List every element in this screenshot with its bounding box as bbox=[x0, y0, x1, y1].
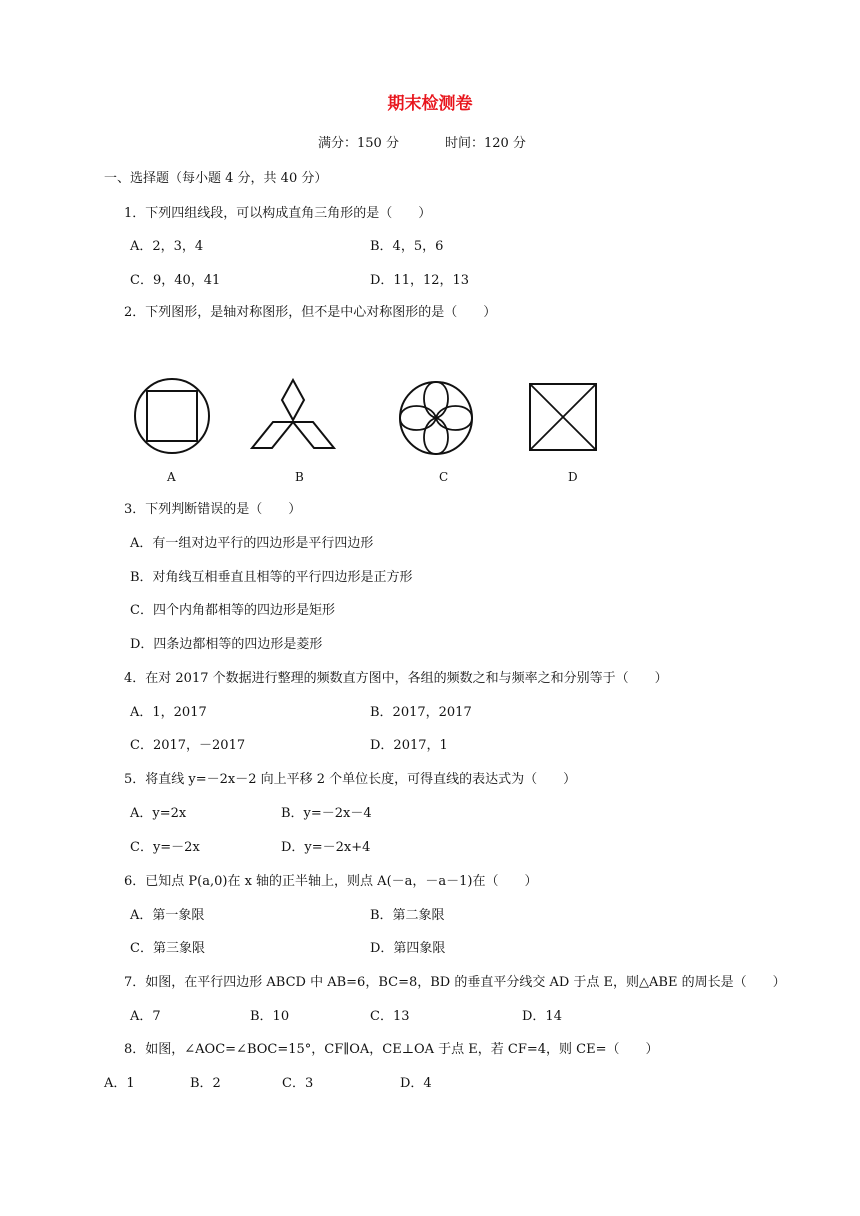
q1-stem: 1．下列四组线段，可以构成直角三角形的是（ ） bbox=[124, 206, 432, 221]
q6-option-a: A．第一象限 bbox=[130, 908, 205, 923]
q1-option-a: A．2，3，4 bbox=[130, 239, 204, 254]
q3-option-c: C．四个内角都相等的四边形是矩形 bbox=[130, 603, 335, 618]
q2-stem: 2．下列图形，是轴对称图形，但不是中心对称图形的是（ ） bbox=[124, 305, 497, 320]
q4-option-c: C．2017，－2017 bbox=[130, 738, 246, 753]
q7-option-d: D．14 bbox=[522, 1009, 562, 1024]
q3-stem: 3．下列判断错误的是（ ） bbox=[124, 502, 302, 517]
figure-label-a: A bbox=[167, 470, 176, 484]
q8-option-a: A．1 bbox=[104, 1076, 135, 1091]
exam-meta bbox=[318, 137, 526, 150]
q1-option-d: D．11，12，13 bbox=[370, 273, 470, 288]
q5-option-b: B．y=－2x－4 bbox=[281, 806, 372, 821]
q4-option-b: B．2017，2017 bbox=[370, 705, 472, 720]
q4-option-a: A．1，2017 bbox=[130, 705, 207, 720]
q5-option-a: A．y=2x bbox=[130, 806, 187, 821]
q3-option-d: D．四条边都相等的四边形是菱形 bbox=[130, 637, 323, 652]
q8-stem: 8．如图，∠AOC=∠BOC=15°，CF∥OA，CE⊥OA 于点 E，若 CF=4，则 CE=（ ） bbox=[124, 1042, 659, 1057]
figure-c bbox=[396, 378, 476, 458]
q7-stem: 7．如图，在平行四边形 ABCD 中 AB=6，BC=8，BD 的垂直平分线交 AD 于点 E，则△ABE 的周长是（ ） bbox=[124, 975, 786, 990]
figure-d bbox=[528, 382, 600, 454]
q4-option-d: D．2017，1 bbox=[370, 738, 448, 753]
q8-option-d: D．4 bbox=[400, 1076, 432, 1091]
section-heading: 一、选择题（每小题 4 分，共 40 分） bbox=[104, 171, 328, 186]
q5-option-c: C．y=－2x bbox=[130, 840, 200, 855]
figure-label-c: C bbox=[439, 470, 449, 484]
q1-option-c: C．9，40，41 bbox=[130, 273, 221, 288]
figure-label-d: D bbox=[568, 470, 578, 484]
full-score: 满分：150 分 bbox=[318, 136, 399, 151]
q7-option-a: A．7 bbox=[130, 1009, 161, 1024]
figure-a bbox=[130, 374, 214, 458]
q4-stem: 4．在对 2017 个数据进行整理的频数直方图中，各组的频数之和与频率之和分别等于（ ） bbox=[124, 671, 668, 686]
q6-option-c: C．第三象限 bbox=[130, 941, 205, 956]
q6-option-b: B．第二象限 bbox=[370, 908, 445, 923]
q3-option-a: A．有一组对边平行的四边形是平行四边形 bbox=[130, 536, 374, 551]
q5-option-d: D．y=－2x+4 bbox=[281, 840, 371, 855]
q6-stem: 6．已知点 P(a,0)在 x 轴的正半轴上，则点 A(－a，－a－1)在（ ） bbox=[124, 874, 538, 889]
q6-option-d: D．第四象限 bbox=[370, 941, 446, 956]
q7-option-c: C．13 bbox=[370, 1009, 410, 1024]
q8-option-b: B．2 bbox=[190, 1076, 221, 1091]
q1-option-b: B．4，5，6 bbox=[370, 239, 444, 254]
q7-option-b: B．10 bbox=[250, 1009, 290, 1024]
exam-time: 时间：120 分 bbox=[444, 136, 526, 151]
figure-label-b: B bbox=[295, 470, 304, 484]
q5-stem: 5．将直线 y=－2x－2 向上平移 2 个单位长度，可得直线的表达式为（ ） bbox=[124, 772, 577, 787]
page-title: 期末检测卷 bbox=[387, 94, 473, 114]
q8-option-c: C．3 bbox=[282, 1076, 314, 1091]
q3-option-b: B．对角线互相垂直且相等的平行四边形是正方形 bbox=[130, 570, 413, 585]
figure-b bbox=[248, 378, 338, 452]
